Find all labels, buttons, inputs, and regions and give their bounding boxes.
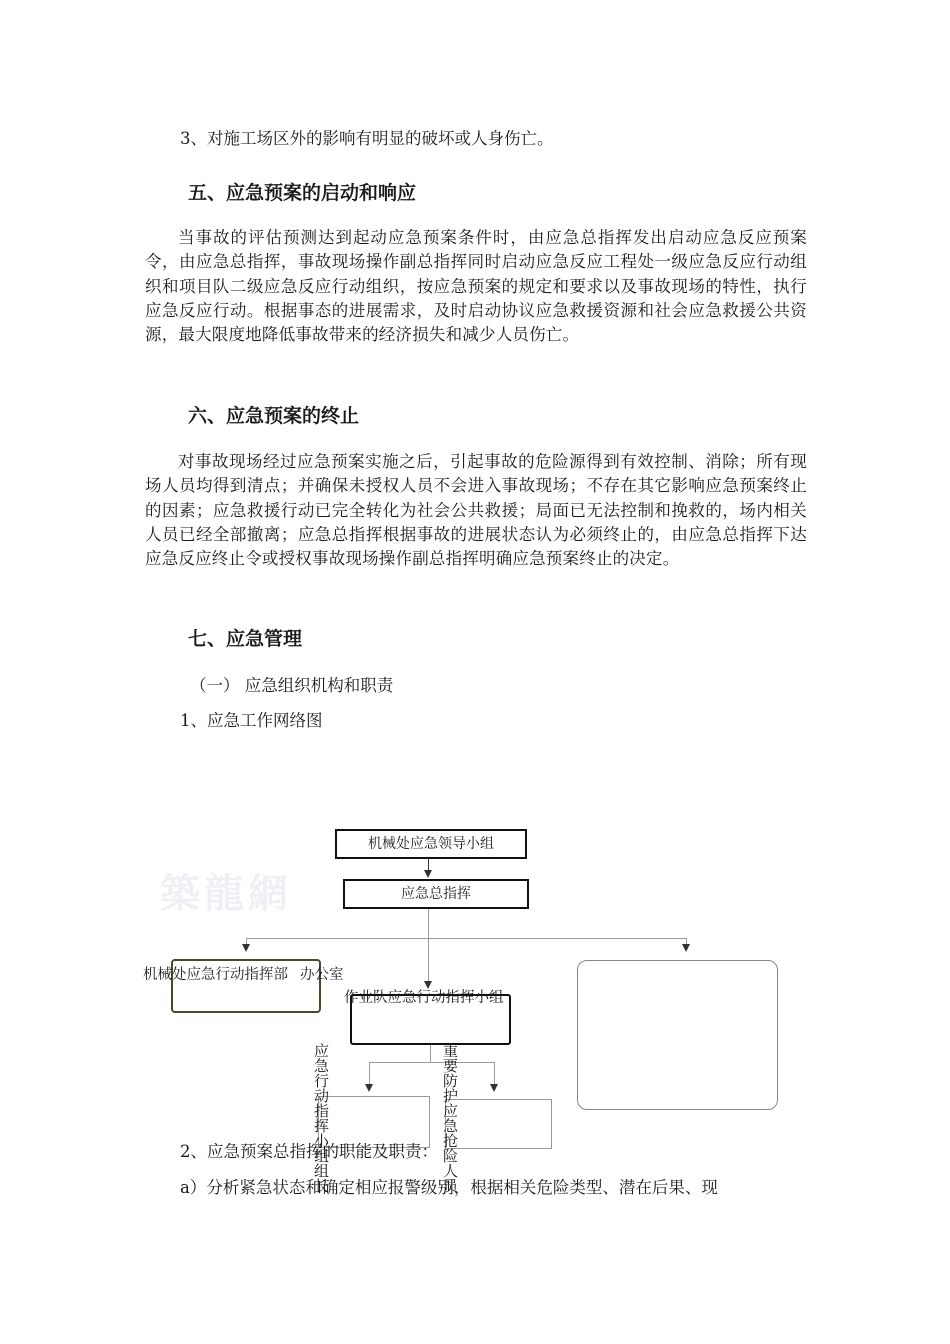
connector-team-horizontal: [369, 1062, 494, 1063]
connector-horizontal: [246, 938, 686, 939]
item-2-title: 2、应急预案总指挥的职能及职责：: [180, 1142, 438, 1161]
arrow-team-right-icon: [490, 1084, 498, 1092]
office-label: 办公室: [300, 967, 344, 983]
commander-box: [343, 879, 529, 909]
item-3-line: 3、对施工场区外的影响有明显的破坏或人身伤亡。: [180, 129, 554, 148]
section-5-body: 当事故的评估预测达到起动应急预案条件时，由应急总指挥发出启动应急反应预案令，由应急总指挥，事故现场操作副总指挥同时启动应急反应工程处一级应急反应行动组织和项目队二级应急反应行动组织，按应急预案的规定和要求以及事故现场的特性，执行应急反应行动。根据事态的进展需求，及时启动协议应急救援资源和社会应急救援公共资源，最大限度地降低事故带来的经济损失和减少人员伤亡。: [145, 228, 807, 345]
item-a-line: a）分析紧急状态和确定相应报警级别，根据相关危险类型、潜在后果、现: [180, 1178, 718, 1197]
section-5-heading: 五、应急预案的启动和响应: [188, 182, 417, 204]
connector-team-trunk: [430, 1045, 431, 1062]
item-1-title: 1、应急工作网络图: [180, 711, 323, 730]
section-7-heading: 七、应急管理: [188, 628, 303, 650]
watermark: 築龍網: [160, 870, 292, 917]
section-6-body: 对事故现场经过应急预案实施之后，引起事故的危险源得到有效控制、消除；所有现场人员均得到清点；并确保未授权人员不会进入事故现场；不存在其它影响应急预案终止的因素；应急救援行动已完全转化为社会公共救援；局面已无法控制和挽救的，场内相关人员已经全部撤离；应急总指挥根据事故的进展状态认为必须终止的，由应急总指挥下达应急反应终止令或授权事故现场操作副总指挥明确应急预案终止的决定。: [145, 452, 807, 569]
commander-label: 应急总指挥: [401, 886, 471, 902]
leader-group-label: 机械处应急领导小组: [368, 836, 494, 852]
subsection-1-title: （一） 应急组织机构和职责: [190, 676, 394, 695]
vertical-label-left: 应急行动指挥小组组长: [312, 1043, 330, 1193]
arrow-right-icon: [682, 944, 690, 952]
dept-label: 机械处应急行动指挥部: [143, 967, 288, 983]
connector-trunk: [428, 909, 429, 981]
connector-team-right-drop: [494, 1062, 495, 1084]
vertical-label-right: 重要防护应急抢险人员: [441, 1043, 459, 1193]
team-label: 作业队应急行动指挥小组: [344, 990, 504, 1006]
sub-box-right: [445, 1099, 552, 1149]
section-6-heading: 六、应急预案的终止: [188, 405, 360, 427]
arrow-left-icon: [242, 944, 250, 952]
blank-box: [577, 960, 778, 1110]
arrow-top-icon: [424, 870, 432, 878]
leader-group-box: [335, 829, 527, 859]
connector-team-left-drop: [369, 1062, 370, 1084]
arrow-team-left-icon: [365, 1084, 373, 1092]
